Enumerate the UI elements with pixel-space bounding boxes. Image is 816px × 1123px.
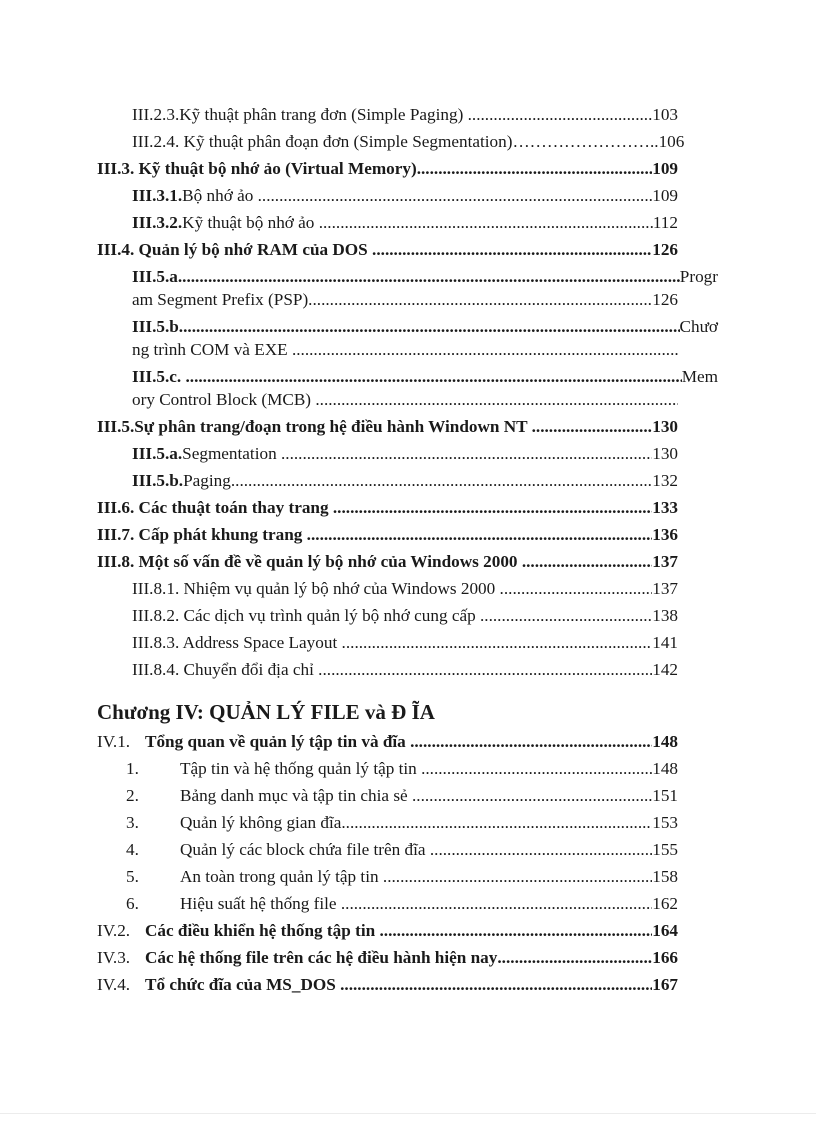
toc-entry	[97, 920, 678, 942]
leader-dots	[281, 443, 652, 465]
leader-dots	[383, 866, 652, 888]
leader-dots	[182, 266, 680, 288]
entry-title: Segmentation	[182, 444, 281, 463]
toc-entry	[126, 893, 678, 915]
page-number: 155	[652, 840, 678, 859]
entry-title-start: Progr	[679, 267, 718, 286]
entry-title: III.4. Quản lý bộ nhớ RAM của DOS	[97, 240, 373, 259]
leader-dots: ……………………..	[512, 132, 659, 151]
entry-title: Tổng quan về quản lý tập tin và đĩa	[145, 732, 411, 751]
toc-entry	[97, 974, 678, 996]
entry-number: 4.	[126, 840, 139, 859]
leader-dots	[497, 947, 652, 969]
toc-entry-continued	[132, 289, 678, 311]
leader-dots	[307, 524, 653, 546]
leader-dots	[421, 758, 652, 780]
entry-number: 5.	[126, 867, 139, 886]
toc-entry	[132, 605, 678, 627]
toc-entry	[126, 839, 678, 861]
page-number: 133	[652, 498, 678, 517]
page-number: 130	[652, 444, 678, 463]
entry-title: III.8.4. Chuyển đổi địa chỉ	[132, 660, 319, 679]
leader-dots	[410, 731, 652, 753]
leader-dots	[412, 785, 652, 807]
leader-dots	[315, 389, 678, 411]
entry-title: III.8.1. Nhiệm vụ quản lý bộ nhớ của Windows 2000	[132, 579, 500, 598]
page-number: 162	[652, 894, 678, 913]
page-number: 136	[652, 525, 678, 544]
entry-number: 3.	[126, 813, 139, 832]
toc-entry	[132, 266, 718, 288]
entry-number: III.2.3.	[132, 105, 180, 124]
leader-dots	[183, 316, 679, 338]
entry-title: III.5.Sự phân trang/đoạn trong hệ điều hành Windown NT	[97, 417, 532, 436]
entry-title: III.7. Cấp phát khung trang	[97, 525, 307, 544]
entry-number: IV.4.	[97, 975, 131, 994]
page-number: 137	[652, 579, 678, 598]
toc-entry	[97, 731, 678, 753]
toc-entry	[132, 104, 678, 126]
leader-dots	[372, 239, 652, 261]
toc-entry	[97, 158, 678, 180]
leader-dots	[532, 416, 653, 438]
entry-title: Các hệ thống file trên các hệ điều hành hiện nay	[145, 948, 498, 967]
page-number: 126	[652, 240, 678, 259]
toc-entry	[126, 866, 678, 888]
leader-dots	[340, 974, 652, 996]
entry-number: III.5.b.	[132, 317, 184, 336]
toc-entry	[97, 239, 678, 261]
entry-title: Paging	[183, 471, 231, 490]
leader-dots	[342, 632, 653, 654]
page-bottom-border	[0, 1113, 816, 1114]
leader-dots	[500, 578, 653, 600]
entry-title-rest: ory Control Block (MCB)	[132, 390, 316, 409]
leader-dots	[341, 812, 652, 834]
page-number: 126	[652, 290, 678, 309]
toc-entry	[132, 470, 678, 492]
leader-dots	[292, 339, 678, 361]
entry-title-rest: ng trình COM và EXE	[132, 340, 292, 359]
leader-dots	[522, 551, 652, 573]
entry-number: 1.	[126, 759, 139, 778]
entry-number: III.5.b.	[132, 471, 184, 490]
page-number: 103	[652, 105, 678, 124]
toc-entry	[132, 659, 678, 681]
toc-entry	[132, 212, 678, 234]
toc-entry	[126, 785, 678, 807]
leader-dots	[318, 659, 652, 681]
page-number: 109	[652, 186, 678, 205]
toc-entry	[97, 416, 678, 438]
page-number: 158	[652, 867, 678, 886]
leader-dots	[319, 212, 653, 234]
entry-title-start: Mem	[681, 367, 718, 386]
entry-title: Các điều khiển hệ thống tập tin	[145, 921, 380, 940]
entry-title: Quản lý các block chứa file trên đĩa	[180, 840, 430, 859]
entry-title: Kỹ thuật phân đoạn đơn (Simple Segmentation)	[183, 132, 513, 151]
toc-entry	[132, 632, 678, 654]
entry-title: III.8.2. Các dịch vụ trình quản lý bộ nhớ cung cấp	[132, 606, 480, 625]
entry-title: Kỹ thuật phân trang đơn (Simple Paging)	[179, 105, 468, 124]
toc-entry	[132, 316, 718, 338]
toc-entry	[126, 758, 678, 780]
entry-title: An toàn trong quản lý tập tin	[180, 867, 383, 886]
leader-dots	[231, 470, 652, 492]
toc-entry	[132, 185, 678, 207]
toc-entry	[132, 366, 718, 388]
page-number: 148	[652, 759, 678, 778]
page-number: 148	[652, 732, 678, 751]
toc-entry	[97, 947, 678, 969]
entry-title: Tập tin và hệ thống quản lý tập tin	[180, 759, 422, 778]
entry-number: III.3.1.	[132, 186, 183, 205]
page-number: 132	[652, 471, 678, 490]
leader-dots	[430, 839, 652, 861]
entry-title: III.3. Kỹ thuật bộ nhớ ảo (Virtual Memory)	[97, 159, 417, 178]
entry-number: III.5.a.	[132, 444, 183, 463]
leader-dots	[341, 893, 652, 915]
leader-dots	[333, 497, 652, 519]
entry-title: Quản lý không gian đĩa	[180, 813, 342, 832]
entry-title: Bảng danh mục và tập tin chia sẻ	[180, 786, 412, 805]
entry-title: Bộ nhớ ảo	[182, 186, 258, 205]
toc-entry	[97, 551, 678, 573]
page-number: 167	[652, 975, 678, 994]
entry-title: Hiệu suất hệ thống file	[180, 894, 341, 913]
entry-number: 6.	[126, 894, 139, 913]
leader-dots	[379, 920, 652, 942]
page-number: 138	[652, 606, 678, 625]
entry-number: III.5.c.	[132, 367, 186, 386]
chapter-heading: Chương IV: QUẢN LÝ FILE và Đ ĨA	[97, 700, 435, 724]
page-number: 112	[652, 213, 678, 232]
page-number: 137	[652, 552, 678, 571]
leader-dots	[468, 104, 653, 126]
page-number: 164	[652, 921, 678, 940]
entry-number: III.5.a.	[132, 267, 183, 286]
toc-entry-continued	[132, 389, 678, 411]
entry-title: Kỹ thuật bộ nhớ ảo	[182, 213, 319, 232]
entry-title: Tổ chức đĩa của MS_DOS	[145, 975, 341, 994]
entry-number: IV.2.	[97, 921, 131, 940]
entry-title: III.8. Một số vấn đề về quản lý bộ nhớ của Windows 2000	[97, 552, 522, 571]
toc-entry	[132, 131, 716, 153]
entry-title: III.6. Các thuật toán thay trang	[97, 498, 333, 517]
page-number: 109	[652, 159, 678, 178]
entry-number: III.3.2.	[132, 213, 183, 232]
entry-number: IV.1.	[97, 732, 131, 751]
page-number: 153	[652, 813, 678, 832]
entry-number: 2.	[126, 786, 139, 805]
entry-title: III.8.3. Address Space Layout	[132, 633, 342, 652]
page-number: 130	[652, 417, 678, 436]
page-number: 142	[652, 660, 678, 679]
leader-dots	[480, 605, 652, 627]
toc-entry-continued	[132, 339, 678, 361]
page-number: 106	[658, 132, 685, 151]
toc-entry	[97, 497, 678, 519]
page-number: 141	[652, 633, 678, 652]
entry-title-start: Chươ	[679, 317, 718, 336]
toc-entry	[132, 443, 678, 465]
toc-entry	[126, 812, 678, 834]
toc-entry	[97, 524, 678, 546]
page-number: 151	[652, 786, 678, 805]
entry-title-rest: am Segment Prefix (PSP)	[132, 290, 309, 309]
leader-dots	[417, 158, 653, 180]
toc-entry	[132, 578, 678, 600]
leader-dots	[185, 366, 681, 388]
entry-number: III.2.4.	[132, 132, 184, 151]
entry-number: IV.3.	[97, 948, 131, 967]
leader-dots	[308, 289, 652, 311]
leader-dots	[258, 185, 653, 207]
page-number: 166	[652, 948, 678, 967]
